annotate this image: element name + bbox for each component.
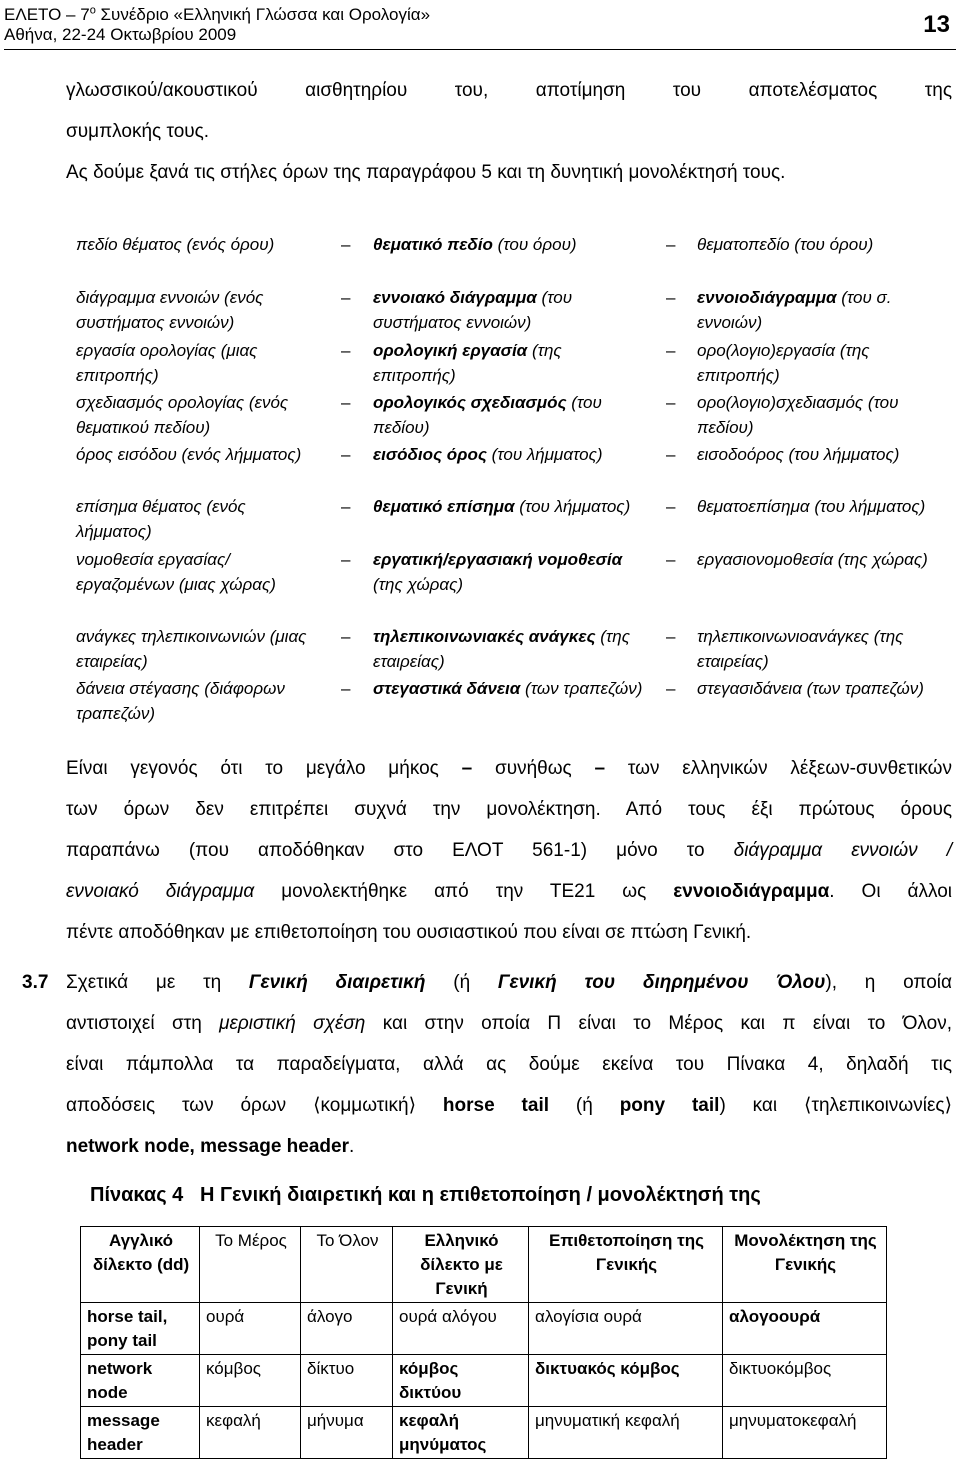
- paragraph-line: Σχετικά με τη Γενική διαιρετική (ή Γενική του διηρημένου Όλου), η οποία: [66, 972, 952, 993]
- term-original: σχεδιασμός ορολογίας (ενός θεματικού πεδίου): [76, 393, 289, 437]
- table-cell: network node: [81, 1355, 200, 1407]
- intro-line-1: γλωσσικού/ακουστικού αισθητηρίου του, αποτίμηση του αποτελέσματος της: [66, 80, 952, 101]
- table-row: [81, 1407, 887, 1459]
- dash: –: [666, 235, 676, 254]
- term-original: πεδίο θέματος (ενός όρου): [76, 235, 275, 254]
- paragraph-line: network node, message header.: [66, 1136, 355, 1157]
- table-caption: Πίνακας 4 Η Γενική διαιρετική και η επιθετοποίηση / μονολέκτησή της: [90, 1184, 761, 1206]
- dash: –: [341, 497, 351, 516]
- term-single-word: θεματοεπίσημα (του λήμματος): [697, 497, 926, 516]
- dash: –: [341, 445, 351, 464]
- intro-line-2: συμπλοκής τους.: [66, 121, 210, 142]
- term-original: όρος εισόδου (ενός λήμματος): [76, 445, 302, 464]
- table-cell: δικτυοκόμβος: [723, 1355, 887, 1407]
- table-cell: ουρά: [200, 1303, 301, 1355]
- table-cell: αλογίσια ουρά: [529, 1303, 723, 1355]
- table-cell: δικτυακός κόμβος: [529, 1355, 723, 1407]
- dash: –: [666, 393, 676, 412]
- paragraph-line: είναι πάμπολλα τα παραδείγματα, αλλά ας δούμε εκείνα του Πίνακα 4, δηλαδή τις: [66, 1054, 952, 1075]
- term-single-word: ορο(λογιο)σχεδιασμός (του πεδίου): [697, 393, 899, 437]
- table-cell: άλογο: [301, 1303, 393, 1355]
- intro-paragraph: [66, 70, 952, 193]
- dash: –: [341, 679, 351, 698]
- paragraph-line: εννοιακό διάγραμμα μονολεκτήθηκε από την ΤΕ21 ως εννοιοδιάγραμμα. Οι άλλοι: [66, 881, 952, 902]
- term-original: επίσημα θέματος (ενός λήμματος): [76, 497, 246, 541]
- table-cell: κόμβος δικτύου: [393, 1355, 529, 1407]
- term-original: εργασία ορολογίας (μιας επιτροπής): [76, 341, 258, 385]
- term-original: διάγραμμα εννοιών (ενός συστήματος εννοιών): [76, 288, 264, 332]
- intro-line-3: Ας δούμε ξανά τις στήλες όρων της παραγράφου 5 και τη δυνητική μονολέκτησή τους.: [66, 162, 786, 183]
- term-single-word: στεγασιδάνεια (των τραπεζών): [697, 679, 924, 698]
- dash: –: [666, 445, 676, 464]
- dash: –: [666, 497, 676, 516]
- dash: –: [341, 550, 351, 569]
- column-header: Επιθετοποίηση της Γενικής: [529, 1227, 723, 1303]
- paragraph-line: Είναι γεγονός ότι το μεγάλο μήκος – συνήθως – των ελληνικών λέξεων-συνθετικών: [66, 758, 952, 779]
- dash: –: [341, 627, 351, 646]
- term-adjectival: εννοιακό διάγραμμα (του συστήματος εννοιών): [373, 288, 573, 332]
- header-divider: [4, 49, 956, 50]
- term-single-word: εννοιοδιάγραμμα (του σ. εννοιών): [697, 288, 892, 332]
- term-original: δάνεια στέγασης (διάφορων τραπεζών): [76, 679, 285, 723]
- table-cell: horse tail, pony tail: [81, 1303, 200, 1355]
- table-cell: μηνυματική κεφαλή: [529, 1407, 723, 1459]
- page-header: [0, 5, 960, 49]
- dash: –: [666, 288, 676, 307]
- term-adjectival: εισόδιος όρος (του λήμματος): [373, 445, 603, 464]
- section-number: 3.7: [22, 972, 49, 993]
- column-header: Το Μέρος: [200, 1227, 301, 1303]
- table-cell: αλογοουρά: [723, 1303, 887, 1355]
- table-cell: μηνυματοκεφαλή: [723, 1407, 887, 1459]
- term-single-word: τηλεπικοινωνιοανάγκες (της εταιρείας): [697, 627, 904, 671]
- term-adjectival: ορολογικός σχεδιασμός (του πεδίου): [373, 393, 602, 437]
- term-adjectival: ορολογική εργασία (της επιτροπής): [373, 341, 562, 385]
- column-header: Αγγλικό δίλεκτο (dd): [81, 1227, 200, 1303]
- table-cell: κεφαλή μηνύματος: [393, 1407, 529, 1459]
- dash: –: [341, 393, 351, 412]
- table-cell: μήνυμα: [301, 1407, 393, 1459]
- paragraph-line: παραπάνω (που αποδόθηκαν στο ΕΛΟΤ 561-1) μόνο το διάγραμμα εννοιών /: [66, 840, 952, 861]
- dash: –: [341, 288, 351, 307]
- term-original: ανάγκες τηλεπικοινωνιών (μιας εταιρείας): [76, 627, 307, 671]
- paragraph-line: των όρων δεν επιτρέπει συχνά την μονολέκτηση. Από τους έξι πρώτους όρους: [66, 799, 952, 820]
- term-adjectival: εργατική/εργασιακή νομοθεσία (της χώρας): [373, 550, 623, 594]
- page-number: 13: [923, 11, 950, 38]
- term-single-word: θεματοπεδίο (του όρου): [697, 235, 874, 254]
- term-single-word: ορο(λογιο)εργασία (της επιτροπής): [697, 341, 870, 385]
- section-paragraph: [66, 962, 952, 1167]
- term-adjectival: θεματικό επίσημα (του λήμματος): [373, 497, 631, 516]
- dash: –: [341, 341, 351, 360]
- body-paragraph: [66, 748, 952, 953]
- table-cell: κεφαλή: [200, 1407, 301, 1459]
- column-header: Ελληνικό δίλεκτο με Γενική: [393, 1227, 529, 1303]
- paragraph-line: πέντε αποδόθηκαν με επιθετοποίηση του ουσιαστικού που είναι σε πτώση Γενική.: [66, 922, 752, 943]
- conference-title: ΕΛΕΤΟ – $7^o$ Συνέδριο «Ελληνική Γλώσσα και Ορολογία»: [4, 4, 431, 24]
- column-header: Το Όλον: [301, 1227, 393, 1303]
- conference-date: Αθήνα, 22-24 Οκτωβρίου 2009: [4, 25, 237, 44]
- term-single-word: εργασιονομοθεσία (της χώρας): [697, 550, 928, 569]
- term-adjectival: στεγαστικά δάνεια (των τραπεζών): [373, 679, 643, 698]
- table-row: [81, 1355, 887, 1407]
- term-adjectival: θεματικό πεδίο (του όρου): [373, 235, 577, 254]
- dash: –: [666, 627, 676, 646]
- table-cell: message header: [81, 1407, 200, 1459]
- table-4: [80, 1226, 887, 1459]
- term-adjectival: τηλεπικοινωνιακές ανάγκες (της εταιρείας): [373, 627, 630, 671]
- column-header: Μονολέκτηση της Γενικής: [723, 1227, 887, 1303]
- term-single-word: εισοδοόρος (του λήμματος): [697, 445, 900, 464]
- table-header-row: [81, 1227, 887, 1303]
- dash: –: [666, 550, 676, 569]
- dash: –: [666, 341, 676, 360]
- dash: –: [666, 679, 676, 698]
- table-cell: κόμβος: [200, 1355, 301, 1407]
- term-original: νομοθεσία εργασίας/εργαζομένων (μιας χώρας): [76, 550, 276, 594]
- paragraph-line: αποδόσεις των όρων ⟨κομμωτική⟩ horse tail (ή pony tail) και ⟨τηλεπικοινωνίες⟩: [66, 1095, 952, 1116]
- dash: –: [341, 235, 351, 254]
- paragraph-line: αντιστοιχεί στη μεριστική σχέση και στην οποία Π είναι το Μέρος και π είναι το Όλον,: [66, 1013, 952, 1034]
- table-row: [81, 1303, 887, 1355]
- table-cell: δίκτυο: [301, 1355, 393, 1407]
- table-cell: ουρά αλόγου: [393, 1303, 529, 1355]
